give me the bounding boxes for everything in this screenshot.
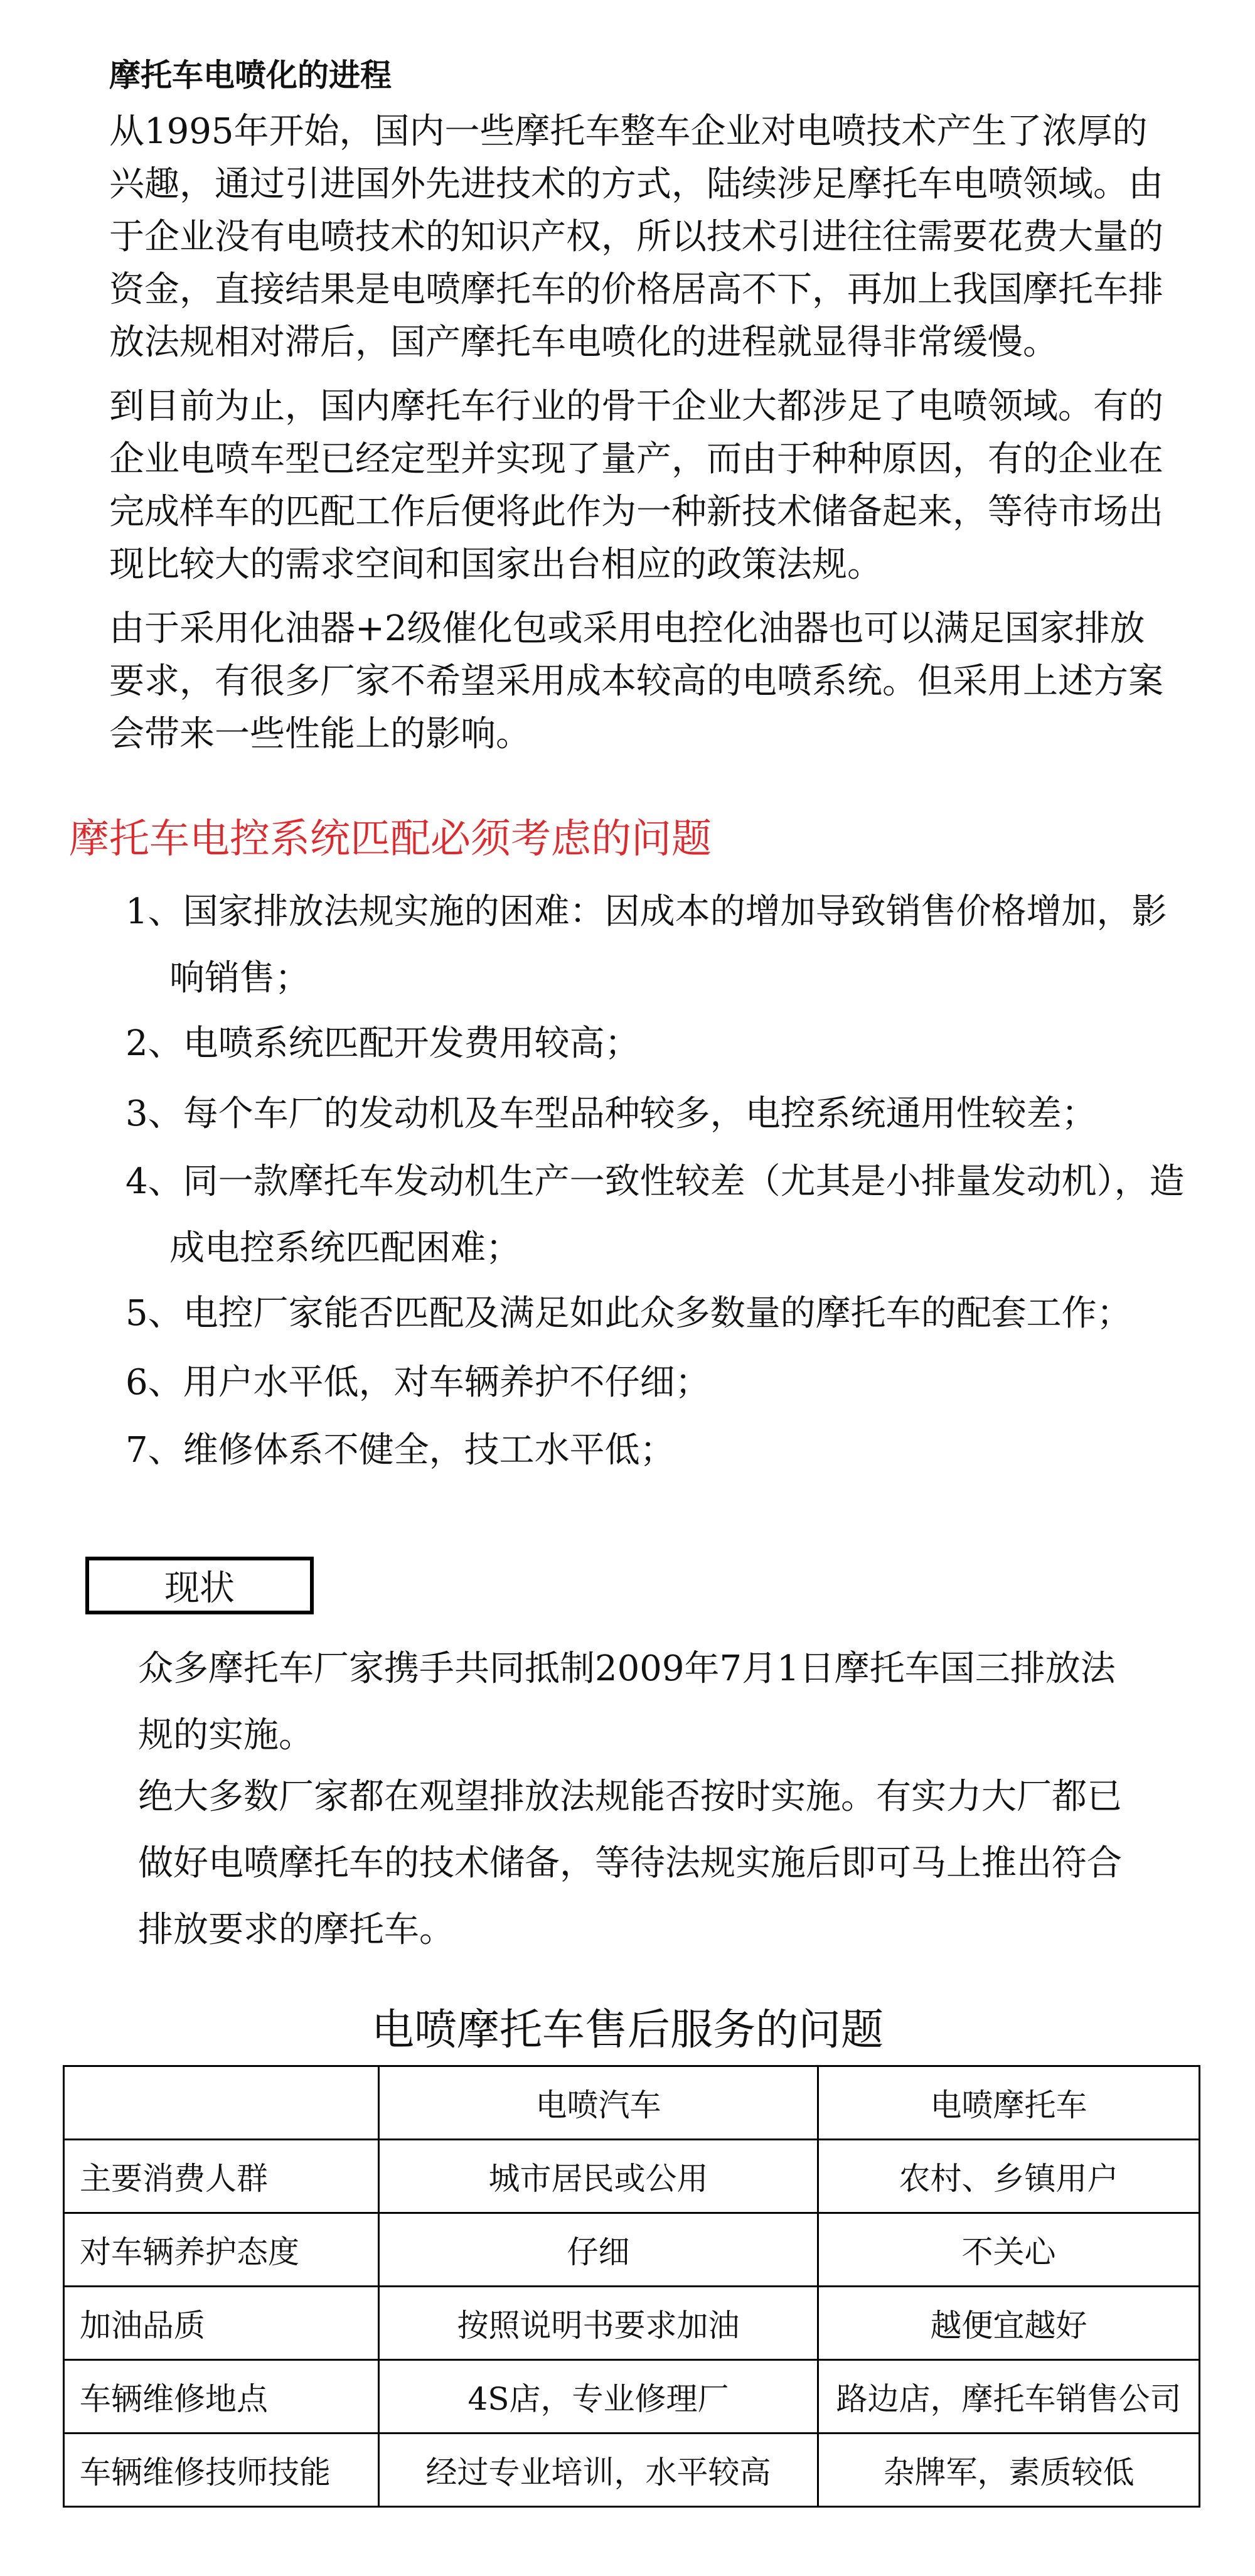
list-item: 1、国家排放法规实施的困难：因成本的增加导致销售价格增加，影响销售； <box>125 891 1167 999</box>
table-header-cell: 电喷摩托车 <box>818 2066 1200 2140</box>
row-label-cell: 主要消费人群 <box>64 2140 379 2213</box>
list-item: 3、每个车厂的发动机及车型品种较多，电控系统通用性较差； <box>125 1093 1097 1134</box>
list-item: 6、用户水平低，对车辆养护不仔细； <box>125 1362 710 1403</box>
row-label-cell: 加油品质 <box>64 2287 379 2360</box>
table-header-row <box>64 2066 1200 2140</box>
row-label-cell: 车辆维修技师技能 <box>64 2434 379 2507</box>
list-item: 2、电喷系统匹配开发费用较高； <box>125 1023 640 1064</box>
table-header-cell: 电喷汽车 <box>379 2066 818 2140</box>
table-cell: 4S店，专业修理厂 <box>379 2360 818 2434</box>
table-cell: 城市居民或公用 <box>379 2140 818 2213</box>
table-cell: 仔细 <box>379 2213 818 2287</box>
list-item: 5、电控厂家能否匹配及满足如此众多数量的摩托车的配套工作； <box>125 1293 1132 1334</box>
table-cell: 不关心 <box>818 2213 1200 2287</box>
table-title: 电喷摩托车售后服务的问题 <box>371 2005 884 2055</box>
table-row <box>64 2287 1200 2360</box>
table-cell: 越便宜越好 <box>818 2287 1200 2360</box>
table-header-cell <box>64 2066 379 2140</box>
table-cell: 杂牌军，素质较低 <box>818 2434 1200 2507</box>
section-title-progress: 摩托车电喷化的进程 <box>109 57 392 94</box>
status-label-box: 现状 <box>85 1557 314 1614</box>
section-title-issues: 摩托车电控系统匹配必须考虑的问题 <box>69 816 712 862</box>
table-cell: 路边店，摩托车销售公司 <box>818 2360 1200 2434</box>
paragraph: 从1995年开始，国内一些摩托车整车企业对电喷技术产生了浓厚的兴趣，通过引进国外先进技术的方式，陆续涉足摩托车电喷领域。由于企业没有电喷技术的知识产权，所以技术引进往往需要花费大量的资金，直接结果是电喷摩托车的价格居高不下，再加上我国摩托车排放法规相对滞后，国产摩托车电喷化的进程就显得非常缓慢。 <box>109 111 1163 363</box>
row-label-cell: 对车辆养护态度 <box>64 2213 379 2287</box>
table-cell: 按照说明书要求加油 <box>379 2287 818 2360</box>
table-row <box>64 2213 1200 2287</box>
paragraph: 到目前为止，国内摩托车行业的骨干企业大都涉足了电喷领域。有的企业电喷车型已经定型并实现了量产，而由于种种原因，有的企业在完成样车的匹配工作后便将此作为一种新技术储备起来，等待市场出现比较大的需求空间和国家出台相应的政策法规。 <box>109 386 1163 585</box>
list-item: 4、同一款摩托车发动机生产一致性较差（尤其是小排量发动机），造成电控系统匹配困难； <box>125 1161 1185 1269</box>
list-item: 7、维修体系不健全，技工水平低； <box>125 1430 675 1471</box>
row-label-cell: 车辆维修地点 <box>64 2360 379 2434</box>
table-cell: 经过专业培训，水平较高 <box>379 2434 818 2507</box>
service-comparison-table <box>63 2065 1200 2508</box>
table-row <box>64 2434 1200 2507</box>
status-paragraph: 绝大多数厂家都在观望排放法规能否按时实施。有实力大厂都已做好电喷摩托车的技术储备，等待法规实施后即可马上推出符合排放要求的摩托车。 <box>138 1776 1122 1950</box>
table-cell: 农村、乡镇用户 <box>818 2140 1200 2213</box>
status-paragraph: 众多摩托车厂家携手共同抵制2009年7月1日摩托车国三排放法规的实施。 <box>138 1648 1116 1756</box>
table-row <box>64 2140 1200 2213</box>
table-row <box>64 2360 1200 2434</box>
paragraph: 由于采用化油器+2级催化包或采用电控化油器也可以满足国家排放要求，有很多厂家不希望采用成本较高的电喷系统。但采用上述方案会带来一些性能上的影响。 <box>109 608 1163 754</box>
